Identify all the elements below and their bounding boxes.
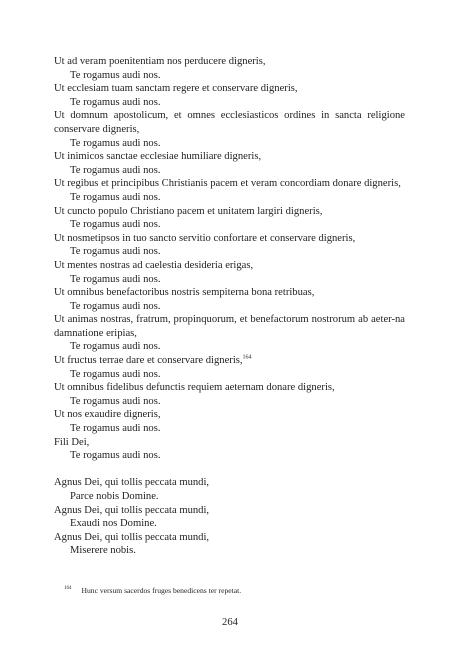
line-text: Ut fructus terrae dare et conservare digneris, xyxy=(54,355,243,367)
petition-line xyxy=(54,55,405,69)
response-line xyxy=(54,191,405,205)
petition-line xyxy=(54,476,405,490)
line-text: Ut ecclesiam tuam sanctam regere et conservare digneris, xyxy=(54,83,298,95)
footnote-reference: 164 xyxy=(242,354,252,361)
line-text: Te rogamus audi nos. xyxy=(70,246,161,258)
line-text: Te rogamus audi nos. xyxy=(70,191,161,203)
petition-line xyxy=(54,177,405,191)
response-line xyxy=(54,517,405,531)
line-text: Miserere nobis. xyxy=(70,545,136,557)
petition-line xyxy=(54,504,405,518)
footnote-text: Hunc versum sacerdos fruges benedicens ter repetat. xyxy=(81,586,242,595)
petition-line xyxy=(54,436,405,450)
line-text: Ut mentes nostras ad caelestia desideria erigas, xyxy=(54,259,254,271)
line-text: Parce nobis Domine. xyxy=(70,491,159,502)
line-text: Te rogamus audi nos. xyxy=(70,96,161,108)
petition-line xyxy=(54,259,405,273)
petition-line xyxy=(54,205,405,219)
page-number: 264 xyxy=(222,617,238,628)
line-text: Te rogamus audi nos. xyxy=(70,368,161,380)
response-line xyxy=(54,449,405,463)
petition-line xyxy=(54,531,405,545)
response-line xyxy=(54,164,405,178)
line-text: Ut inimicos sanctae ecclesiae humiliare digneris, xyxy=(54,151,262,163)
petition-line xyxy=(54,408,405,422)
line-text: Exaudi nos Domine. xyxy=(70,518,157,530)
response-line xyxy=(54,422,405,436)
petition-line xyxy=(54,381,405,395)
line-text: Ut omnibus fidelibus defunctis requiem aeternam donare digneris, xyxy=(54,382,335,394)
petition-line xyxy=(54,150,405,164)
line-text: Ut nosmetipsos in tuo sancto servitio confortare et conservare digneris, xyxy=(54,232,356,244)
petition-line xyxy=(54,232,405,246)
footnote-number: 164 xyxy=(64,586,72,592)
line-text: Ut domnum apostolicum, et omnes ecclesiasticos ordines in sancta religione conservare digneris, xyxy=(54,110,405,135)
response-line xyxy=(54,395,405,409)
petition-line xyxy=(54,109,405,136)
response-line xyxy=(54,245,405,259)
line-text: Fili Dei, xyxy=(54,436,90,448)
response-line xyxy=(54,96,405,110)
agnus-dei-section xyxy=(54,476,405,558)
response-line xyxy=(54,368,405,382)
line-text: Te rogamus audi nos. xyxy=(70,273,161,285)
line-text: Te rogamus audi nos. xyxy=(70,164,161,176)
response-line xyxy=(54,273,405,287)
petition-line xyxy=(54,313,405,340)
line-text: Te rogamus audi nos. xyxy=(70,423,161,435)
response-line xyxy=(54,544,405,558)
line-text: Te rogamus audi nos. xyxy=(70,300,161,312)
response-line xyxy=(54,137,405,151)
line-text: Te rogamus audi nos. xyxy=(70,69,161,81)
line-text: Ut ad veram poenitentiam nos perducere digneris, xyxy=(54,56,266,67)
line-text: Te rogamus audi nos. xyxy=(70,395,161,407)
line-text: Te rogamus audi nos. xyxy=(70,341,161,353)
line-text: Agnus Dei, qui tollis peccata mundi, xyxy=(54,531,210,543)
response-line xyxy=(54,490,405,504)
petition-line xyxy=(54,286,405,300)
line-text: Ut cuncto populo Christiano pacem et unitatem largiri digneris, xyxy=(54,205,323,217)
line-text: Agnus Dei, qui tollis peccata mundi, xyxy=(54,477,210,489)
footnote xyxy=(54,586,405,596)
petition-line xyxy=(54,82,405,96)
line-text: Ut omnibus benefactoribus nostris sempiterna bona retribuas, xyxy=(54,287,315,299)
line-text: Te rogamus audi nos. xyxy=(70,137,161,149)
response-line xyxy=(54,300,405,314)
line-text: Ut nos exaudire digneris, xyxy=(54,409,161,421)
response-line xyxy=(54,218,405,232)
section-gap xyxy=(54,463,405,477)
line-text: Ut regibus et principibus Christianis pacem et veram concordiam donare digneris, xyxy=(54,178,401,190)
main-text xyxy=(54,55,405,558)
response-line xyxy=(54,69,405,83)
response-line xyxy=(54,340,405,354)
line-text: Te rogamus audi nos. xyxy=(70,219,161,231)
litany-section xyxy=(54,55,405,463)
line-text: Te rogamus audi nos. xyxy=(70,450,161,462)
line-text: Agnus Dei, qui tollis peccata mundi, xyxy=(54,504,210,516)
line-text: Ut animas nostras, fratrum, propinquorum, et benefactorum nostrorum ab aeter-na damnatione eripias, xyxy=(54,314,405,339)
petition-line xyxy=(54,354,405,368)
